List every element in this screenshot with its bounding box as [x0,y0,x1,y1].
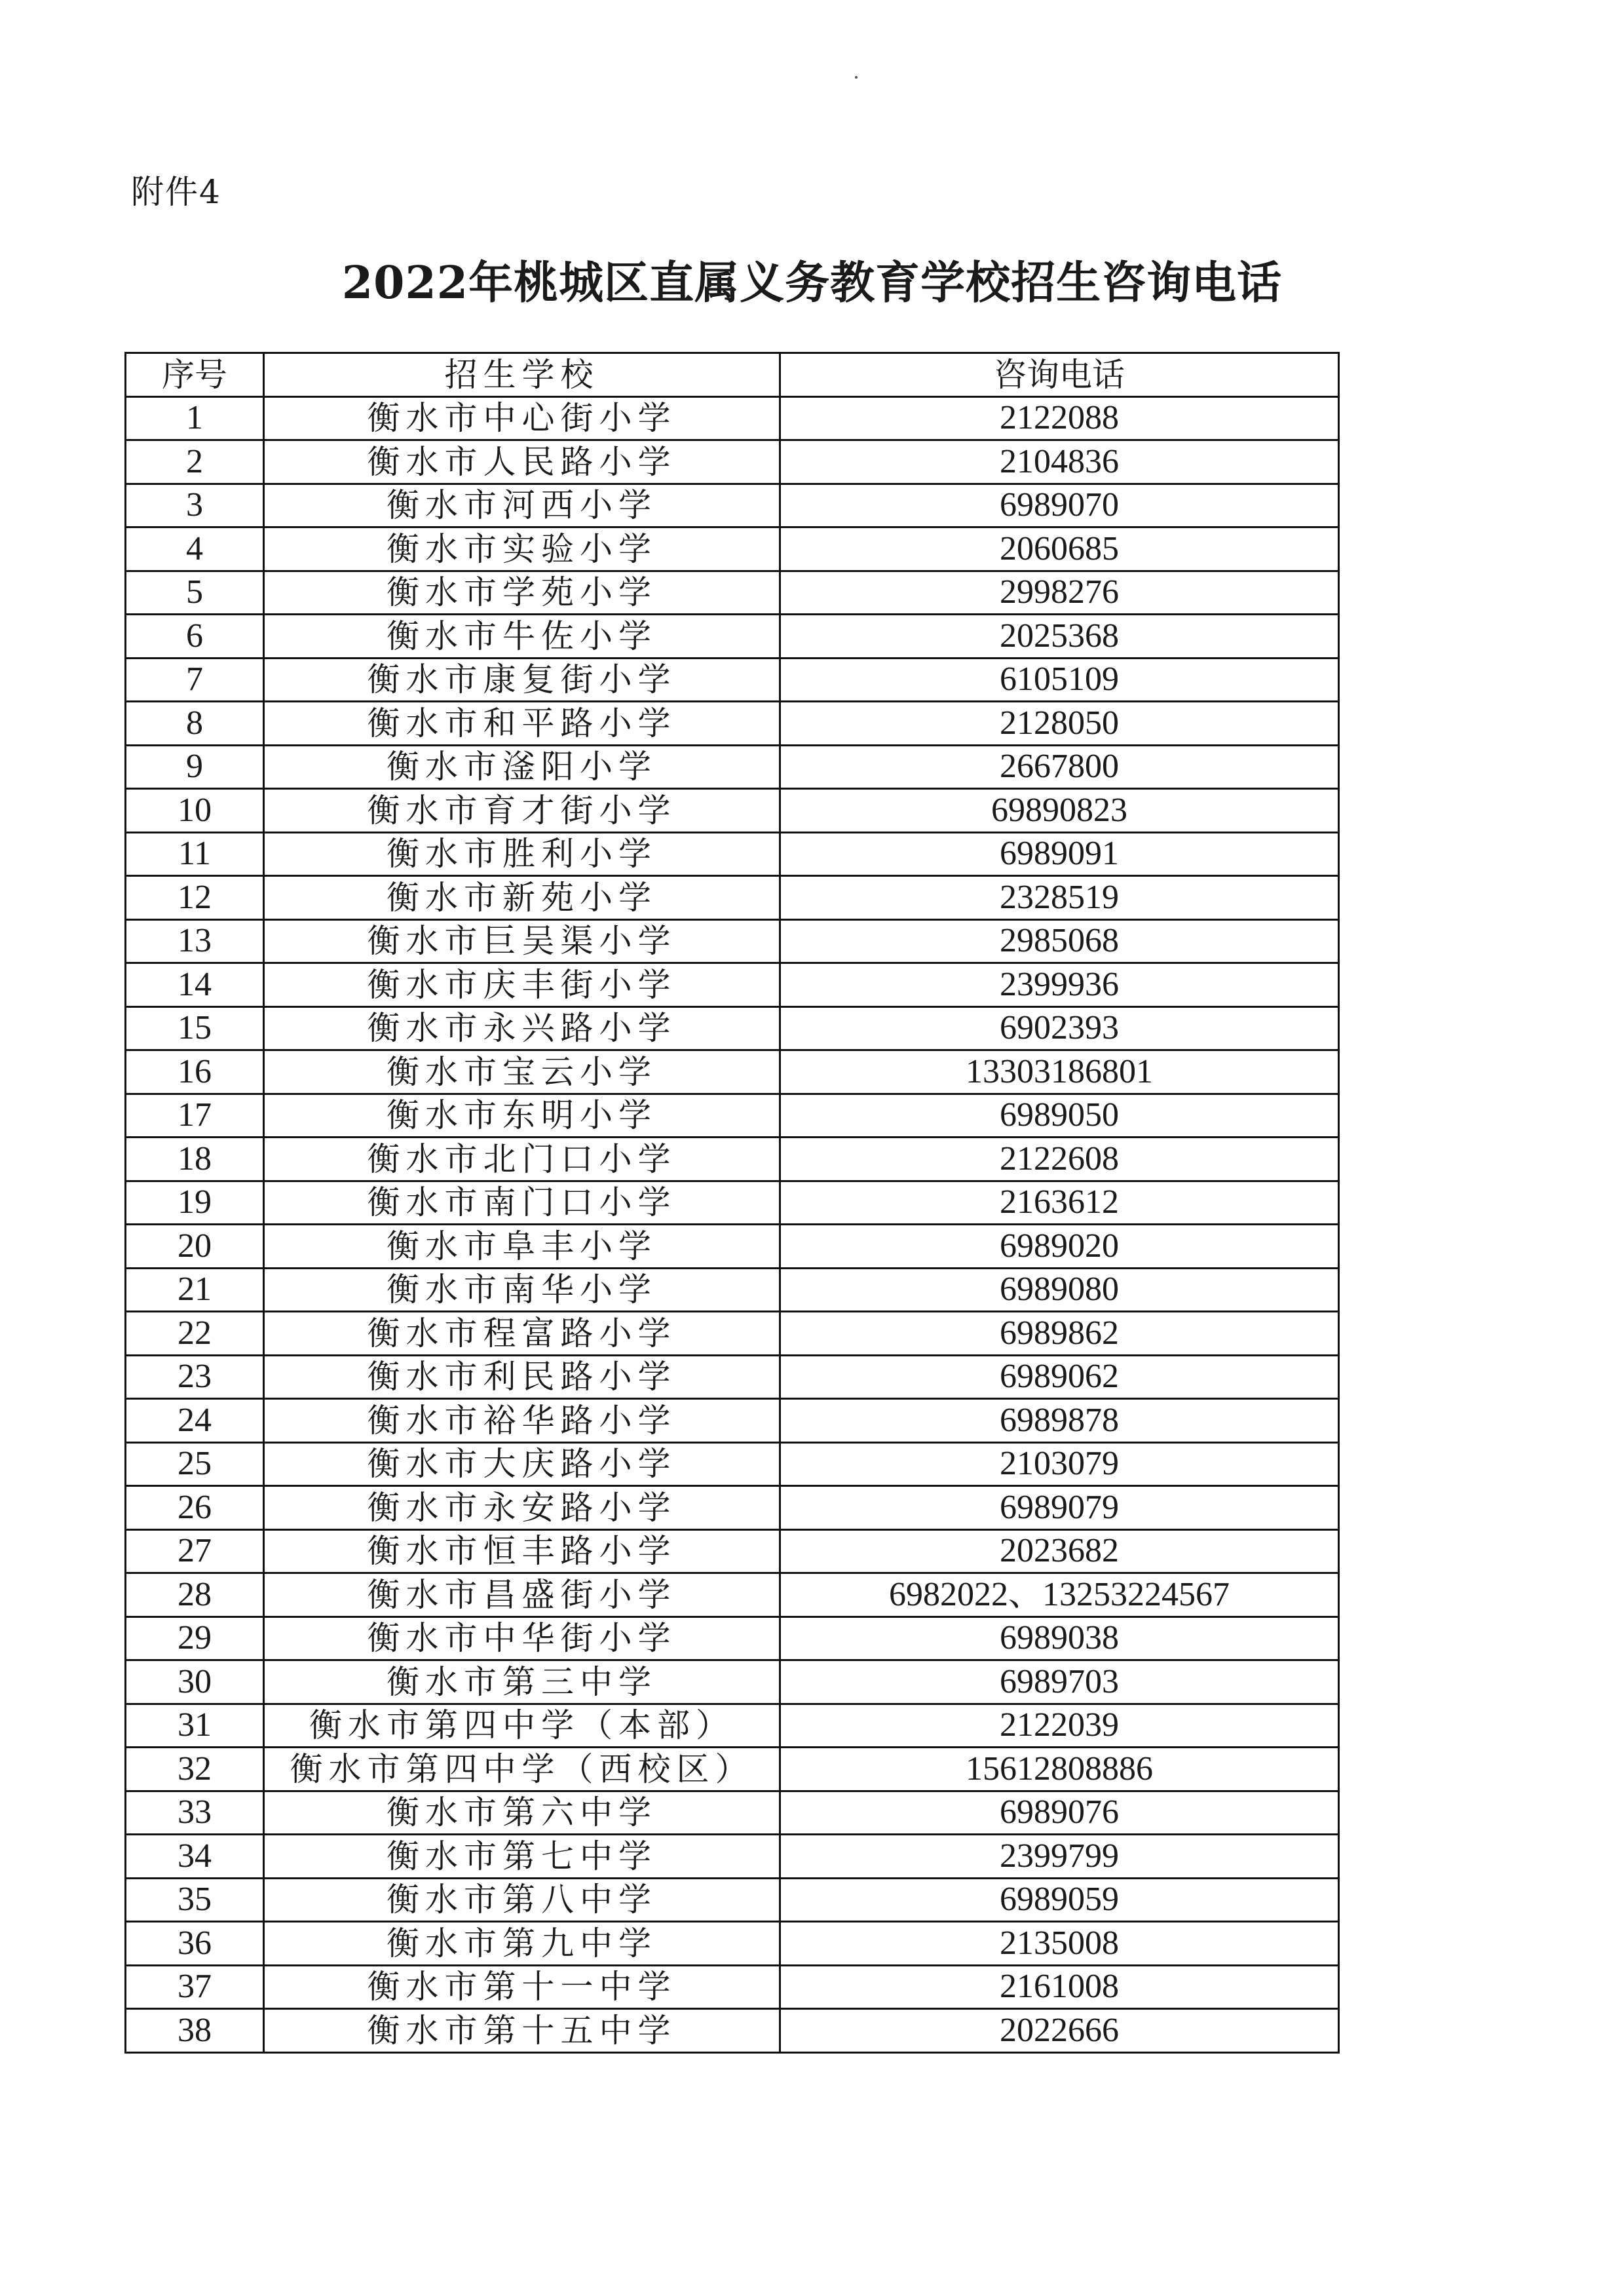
table-row [126,1529,1339,1573]
table-row [126,615,1339,659]
phone-number: 2998276 [780,571,1339,615]
table-row [126,1748,1339,1791]
table-row [126,745,1339,789]
phone-number: 2128050 [780,702,1339,746]
table-row [126,440,1339,484]
school-name: 衡水市东明小学 [264,1094,780,1138]
table-row [126,1922,1339,1966]
phone-number: 2667800 [780,745,1339,789]
table-row [126,1225,1339,1269]
row-number: 21 [126,1268,264,1312]
table-row [126,1138,1339,1181]
table-row [126,1181,1339,1225]
table-row [126,1878,1339,1922]
table-row [126,1094,1339,1138]
school-name: 衡水市胜利小学 [264,832,780,876]
row-number: 1 [126,396,264,440]
phone-number: 6982022、13253224567 [780,1573,1339,1617]
table-row [126,527,1339,571]
school-name: 衡水市第七中学 [264,1835,780,1879]
row-number: 20 [126,1225,264,1269]
phone-number: 2161008 [780,1965,1339,2009]
school-name: 衡水市利民路小学 [264,1355,780,1399]
row-number: 37 [126,1965,264,2009]
table-row [126,1268,1339,1312]
school-name: 衡水市南华小学 [264,1268,780,1312]
table-row [126,876,1339,920]
header-number: 序号 [126,353,264,397]
school-name: 衡水市实验小学 [264,527,780,571]
phone-number: 6989076 [780,1791,1339,1835]
table-row [126,1486,1339,1530]
school-name: 衡水市中华街小学 [264,1617,780,1660]
row-number: 16 [126,1050,264,1094]
table-row [126,963,1339,1007]
school-name: 衡水市北门口小学 [264,1138,780,1181]
row-number: 17 [126,1094,264,1138]
row-number: 4 [126,527,264,571]
table-row [126,789,1339,833]
phone-number: 2025368 [780,615,1339,659]
row-number: 14 [126,963,264,1007]
school-name: 衡水市第十五中学 [264,2009,780,2053]
school-name: 衡水市巨吴渠小学 [264,919,780,963]
school-name: 衡水市育才街小学 [264,789,780,833]
table-row [126,2009,1339,2053]
row-number: 31 [126,1704,264,1748]
scan-speck [855,76,858,79]
school-name: 衡水市人民路小学 [264,440,780,484]
row-number: 29 [126,1617,264,1660]
row-number: 9 [126,745,264,789]
row-number: 10 [126,789,264,833]
row-number: 30 [126,1660,264,1704]
phone-number: 2122608 [780,1138,1339,1181]
table-row [126,1442,1339,1486]
row-number: 23 [126,1355,264,1399]
phone-number: 2022666 [780,2009,1339,2053]
table-row [126,1617,1339,1660]
school-name: 衡水市永兴路小学 [264,1006,780,1050]
table-row [126,1965,1339,2009]
table-row [126,1399,1339,1443]
row-number: 25 [126,1442,264,1486]
phone-number: 6989050 [780,1094,1339,1138]
school-name: 衡水市宝云小学 [264,1050,780,1094]
phone-number: 2399936 [780,963,1339,1007]
row-number: 33 [126,1791,264,1835]
school-name: 衡水市永安路小学 [264,1486,780,1530]
phone-number: 2060685 [780,527,1339,571]
phone-number: 69890823 [780,789,1339,833]
school-name: 衡水市第九中学 [264,1922,780,1966]
row-number: 26 [126,1486,264,1530]
phone-number: 15612808886 [780,1748,1339,1791]
row-number: 15 [126,1006,264,1050]
phone-number: 2023682 [780,1529,1339,1573]
attachment-label: 附件4 [131,173,221,211]
table-header-row [126,353,1339,397]
phone-number: 2122088 [780,396,1339,440]
table-row [126,1006,1339,1050]
phone-number: 2328519 [780,876,1339,920]
table-row [126,571,1339,615]
table-row [126,1660,1339,1704]
table-row [126,1704,1339,1748]
table-row [126,1050,1339,1094]
school-name: 衡水市第八中学 [264,1878,780,1922]
row-number: 22 [126,1312,264,1356]
phone-number: 6989079 [780,1486,1339,1530]
phone-number: 2985068 [780,919,1339,963]
phone-number: 6989091 [780,832,1339,876]
school-name: 衡水市阜丰小学 [264,1225,780,1269]
table-row [126,832,1339,876]
row-number: 32 [126,1748,264,1791]
phone-number: 2122039 [780,1704,1339,1748]
school-name: 衡水市恒丰路小学 [264,1529,780,1573]
row-number: 8 [126,702,264,746]
phone-number: 6989878 [780,1399,1339,1443]
school-name: 衡水市第六中学 [264,1791,780,1835]
phone-number: 6902393 [780,1006,1339,1050]
school-name: 衡水市牛佐小学 [264,615,780,659]
phone-number: 6989038 [780,1617,1339,1660]
phone-number: 6989062 [780,1355,1339,1399]
table-row [126,1835,1339,1879]
phone-number: 6989059 [780,1878,1339,1922]
table-row [126,484,1339,527]
school-name: 衡水市大庆路小学 [264,1442,780,1486]
phone-number: 6989703 [780,1660,1339,1704]
school-name: 衡水市第四中学（本部） [264,1704,780,1748]
row-number: 7 [126,658,264,702]
row-number: 18 [126,1138,264,1181]
school-name: 衡水市学苑小学 [264,571,780,615]
row-number: 36 [126,1922,264,1966]
school-name: 衡水市第四中学（西校区） [264,1748,780,1791]
row-number: 24 [126,1399,264,1443]
school-name: 衡水市庆丰街小学 [264,963,780,1007]
phone-number: 6989070 [780,484,1339,527]
row-number: 3 [126,484,264,527]
table-row [126,919,1339,963]
table-row [126,1791,1339,1835]
row-number: 19 [126,1181,264,1225]
table-row [126,658,1339,702]
row-number: 38 [126,2009,264,2053]
header-phone: 咨询电话 [780,353,1339,397]
phone-number: 2104836 [780,440,1339,484]
row-number: 6 [126,615,264,659]
school-name: 衡水市康复街小学 [264,658,780,702]
phone-number: 6105109 [780,658,1339,702]
row-number: 2 [126,440,264,484]
table-body [126,396,1339,2052]
phone-number: 6989020 [780,1225,1339,1269]
school-name: 衡水市南门口小学 [264,1181,780,1225]
row-number: 34 [126,1835,264,1879]
row-number: 5 [126,571,264,615]
school-name: 衡水市新苑小学 [264,876,780,920]
table-row [126,1312,1339,1356]
school-name: 衡水市裕华路小学 [264,1399,780,1443]
school-name: 衡水市滏阳小学 [264,745,780,789]
row-number: 28 [126,1573,264,1617]
table-row [126,702,1339,746]
table-row [126,396,1339,440]
row-number: 13 [126,919,264,963]
school-phone-table [124,352,1340,2054]
school-name: 衡水市和平路小学 [264,702,780,746]
row-number: 12 [126,876,264,920]
row-number: 11 [126,832,264,876]
school-name: 衡水市第十一中学 [264,1965,780,2009]
header-school: 招生学校 [264,353,780,397]
school-name: 衡水市河西小学 [264,484,780,527]
phone-number: 2103079 [780,1442,1339,1486]
page-title: 2022年桃城区直属义务教育学校招生咨询电话 [341,257,1283,309]
school-name: 衡水市程富路小学 [264,1312,780,1356]
phone-number: 2399799 [780,1835,1339,1879]
phone-number: 6989080 [780,1268,1339,1312]
phone-number: 2135008 [780,1922,1339,1966]
phone-number: 13303186801 [780,1050,1339,1094]
school-name: 衡水市中心街小学 [264,396,780,440]
school-name: 衡水市昌盛街小学 [264,1573,780,1617]
phone-number: 2163612 [780,1181,1339,1225]
table-row [126,1573,1339,1617]
phone-number: 6989862 [780,1312,1339,1356]
school-name: 衡水市第三中学 [264,1660,780,1704]
row-number: 27 [126,1529,264,1573]
row-number: 35 [126,1878,264,1922]
table-row [126,1355,1339,1399]
